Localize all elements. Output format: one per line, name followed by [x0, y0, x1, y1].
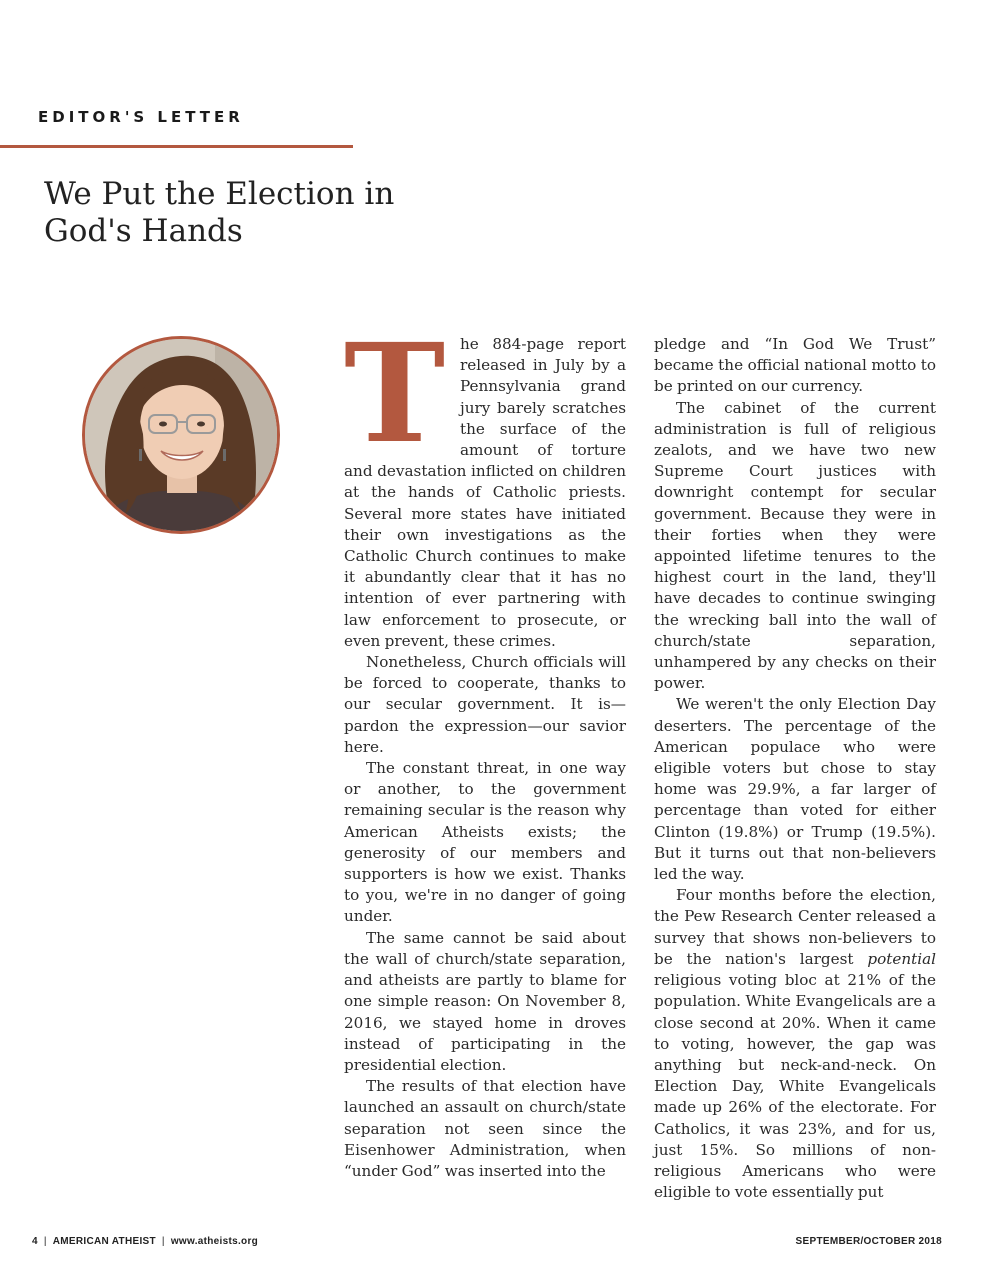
- article-paragraph: The results of that election have launched an assault on church/state separation not seen since the Eisenhower Administration, when “under God” was inserted into the: [344, 1077, 626, 1180]
- emphasized-word: potential: [867, 949, 936, 968]
- article-paragraph: We weren't the only Election Day deserters. The percentage of the American populace who were eligible voters but chose to stay home was 29.9%, a far larger of percentage than voted for either Clinton (19.8%) or Trump (19.5%). But it turns out that non-believers led the way.: [654, 695, 936, 884]
- article-paragraph: Nonetheless, Church officials will be forced to cooperate, thanks to our secular government. It is—pardon the expression—our savior here.: [344, 653, 626, 756]
- website-link[interactable]: www.atheists.org: [170, 1236, 259, 1247]
- footer-separator: |: [43, 1236, 47, 1247]
- article-column-2: [654, 334, 936, 1203]
- article-paragraph: [344, 314, 626, 652]
- section-divider: [0, 145, 353, 148]
- article-paragraph: The cabinet of the current administration is full of religious zealots, and we have two new Supreme Court justices with downright contempt for secular government. Because they were in their forties when they were appointed lifetime tenures to the highest court in the land, they'll have decades to continue swinging the wrecking ball into the wall of church/state separation, unhampered by any checks on their power.: [654, 398, 936, 693]
- footer-separator: |: [161, 1236, 165, 1247]
- magazine-name: AMERICAN ATHEIST: [52, 1236, 156, 1247]
- article-paragraph: pledge and “In God We Trust” became the official national motto to be printed on our currency.: [654, 335, 936, 396]
- article-paragraph: The same cannot be said about the wall of church/state separation, and atheists are partly to blame for one simple reason: On November 8, 2016, we stayed home in droves instead of participating in the presidential election.: [344, 928, 626, 1074]
- issue-date: SEPTEMBER/OCTOBER 2018: [795, 1236, 942, 1247]
- article-paragraph: The constant threat, in one way or another, to the government remaining secular is the reason why American Atheists exists; the generosity of our members and supporters is how we exist. Thanks to you, we're in no danger of going under.: [344, 759, 626, 926]
- article-paragraph: [654, 885, 936, 1203]
- portrait-illustration: [85, 339, 277, 531]
- section-label: EDITOR'S LETTER: [38, 108, 244, 126]
- paragraph-text: he 884-page report released in July by a Pennsylvania grand jury barely scratches the surface of the amount of torture and devastation inflicted on children at the hands of Catholic priests. Several more states have initiated their own investigations as the Catholic Church continues to make it abundantly clear that it has no intention of ever partnering with law enforcement to prosecute, or even prevent, these crimes.: [344, 335, 626, 650]
- article-headline: We Put the Election in God's Hands: [44, 176, 395, 249]
- page-number: 4: [32, 1236, 38, 1247]
- paragraph-text: religious voting bloc at 21% of the population. White Evangelicals are a close second at 20%. When it came to voting, however, the gap was anything but neck-and-neck. On Election Day, White Evangelicals made up 26% of the electorate. For Catholics, it was 23%, and for us, just 15%. So millions of non-religious Americans who were eligible to vote essentially put: [654, 971, 936, 1202]
- drop-cap: T: [344, 314, 446, 474]
- author-portrait: [82, 336, 280, 534]
- article-column-1: [344, 314, 626, 1182]
- paragraph-text: Four months before the election, the Pew Research Center released a survey that shows non-believers to be the nation's largest: [654, 886, 936, 968]
- footer-left: [32, 1236, 258, 1247]
